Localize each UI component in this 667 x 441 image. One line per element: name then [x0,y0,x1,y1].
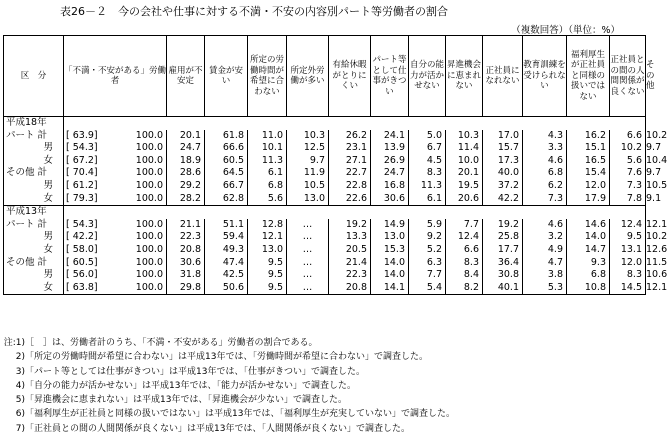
table-cell: 13.9 [371,142,409,155]
table-cell: 11.4 [446,142,483,155]
table-cell: 15.3 [371,244,409,257]
note-line [3,393,455,407]
table-cell: 6.6 [610,130,646,143]
table-row: 男 [ 54.3] 100.0 24.7 66.6 10.1 12.5 23.1 13.9 6.7 11.4 15.7 3.3 15.1 10.2 9.7 [4,142,646,155]
table-row: 男 [ 56.0] 100.0 31.8 42.5 9.5 … 22.3 14.0 7.7 8.4 30.8 3.8 6.8 8.3 10.6 [4,269,646,282]
table-cell: 12.4 [446,231,483,244]
bracket-value: [ 58.0] [64,244,127,257]
note-number: 5) [15,395,25,406]
table-cell: 19.2 [483,219,523,232]
table-cell: 60.5 [205,155,248,168]
header-column: 「不満・不安がある」労働者 [64,36,167,117]
table-cell: 7.3 [523,193,567,206]
table-cell: 3.2 [523,231,567,244]
table-cell: 40.1 [483,282,523,295]
table-cell: 9.2 [409,231,446,244]
bracket-value: [ 54.3] [64,142,127,155]
table-cell: 6.7 [409,142,446,155]
table-cell: 100.0 [127,155,167,168]
table-row: 男 [ 42.2] 100.0 22.3 59.4 12.1 … 13.3 13.0 9.2 12.4 25.8 3.2 14.0 9.5 10.2 [4,231,646,244]
table-cell: 21.4 [329,257,371,270]
table-cell: … [287,219,329,232]
table-cell: 42.5 [205,269,248,282]
row-label: 平成13年 [4,206,64,219]
table-cell: 7.7 [409,269,446,282]
table-title: 表26－２ 今の会社や仕事に対する不満・不安の内容別パート等労働者の割合 [60,5,448,18]
table-cell: 13.3 [329,231,371,244]
table-cell: 10.8 [567,282,610,295]
table-cell: 10.1 [248,142,287,155]
row-label: 男 [4,142,64,155]
table-cell: 20.8 [167,244,205,257]
table-cell: 6.6 [446,244,483,257]
row-label: 女 [4,193,64,206]
row-label: その他 計 [4,257,64,270]
table-cell: 11.0 [248,130,287,143]
table-cell: … [287,244,329,257]
table-cell: 10.2 [610,142,646,155]
table-cell: 26.9 [371,155,409,168]
note-text: 「正社員との間の人間関係が良くない」は平成13年では、「人間関係が良くない」で調査した。 [25,423,410,434]
header-row: 区 分 「不満・不安がある」労働者 雇用が不安定 賃金が安い 所定の労働時間が希望に合わない 所定外労働が多い 有給休暇がとりにくい パート等として仕事がきつい 自分の能力が活かせない 昇進機会に恵まれない 正社員になれない 教育訓練を受けられない 福利厚生が正社員と同様の扱いではない 正社員との間の人間関係が良くない その他 [4,36,646,117]
bracket-value: [ 56.0] [64,269,127,282]
unit-label: （複数回答）（単位：%） [511,25,620,36]
bracket-value: [ 67.2] [64,155,127,168]
table-cell: 4.6 [523,155,567,168]
table-cell: 13.1 [610,244,646,257]
row-label: 男 [4,180,64,193]
table-cell: 7.3 [610,180,646,193]
table-cell: 21.1 [167,219,205,232]
table-cell: 59.4 [205,231,248,244]
header-column: 賃金が安い [205,36,248,117]
section-row [4,206,646,219]
header-column: 雇用が不安定 [167,36,205,117]
note-text: 「福利厚生が正社員と同様の扱いではない」は平成13年では、「福利厚生が充実していない」で調査した。 [25,409,455,420]
table-cell: 100.0 [127,142,167,155]
table-cell: 27.1 [329,155,371,168]
table-cell: … [287,257,329,270]
table-cell: 16.5 [567,155,610,168]
table-cell: 6.1 [248,167,287,180]
table-cell: 13.0 [248,244,287,257]
table-row: 女 [ 63.8] 100.0 29.8 50.6 9.5 … 20.8 14.1 5.4 8.2 40.1 5.3 10.8 14.5 12.1 [4,282,646,295]
table-cell: 4.6 [523,219,567,232]
table-cell: 8.4 [446,269,483,282]
bracket-value: [ 70.4] [64,167,127,180]
table-cell: 8.3 [446,257,483,270]
table-cell: 9.5 [610,231,646,244]
table-cell: 51.1 [205,219,248,232]
table-row: 女 [ 79.3] 100.0 28.2 62.8 5.6 13.0 22.6 30.6 6.1 20.6 42.2 7.3 17.9 7.8 9.1 [4,193,646,206]
bracket-value: [ 42.2] [64,231,127,244]
note-text: 「自分の能力が活かせない」は平成13年では、「能力が活かせない」で調査した。 [25,380,356,391]
header-column: 昇進機会に恵まれない [446,36,483,117]
table-cell: 100.0 [127,180,167,193]
table-cell: 26.2 [329,130,371,143]
table-cell: … [287,231,329,244]
table-cell: 16.2 [567,130,610,143]
row-label: 平成18年 [4,117,64,130]
table-cell: 5.6 [610,155,646,168]
table-cell: 15.7 [483,142,523,155]
note-text: 「パート等としては仕事がきつい」は平成13年では、「仕事がきつい」で調査した。 [25,366,365,377]
table-cell: 10.5 [287,180,329,193]
table-cell: 7.6 [610,167,646,180]
table-cell: 62.8 [205,193,248,206]
section-spacer [64,206,646,219]
note-text: ［ ］は、労働者計のうち、「不満・不安がある」労働者の割合である。 [25,338,318,348]
table-cell: 29.8 [167,282,205,295]
table-cell: 9.5 [248,257,287,270]
table-cell: 4.9 [523,244,567,257]
table-cell: 30.6 [167,257,205,270]
note-line [3,379,455,393]
header-column: 教育訓練を受けられない [523,36,567,117]
table-row: パート 計 [ 63.9] 100.0 20.1 61.8 11.0 10.3 26.2 24.1 5.0 10.3 17.0 4.3 16.2 6.6 10.2 [4,130,646,143]
bracket-value: [ 54.3] [64,219,127,232]
table-cell: 31.8 [167,269,205,282]
table-cell: 4.3 [523,130,567,143]
bracket-value: [ 79.3] [64,193,127,206]
table-body [4,117,667,295]
bracket-value: [ 61.2] [64,180,127,193]
table-cell: 7.7 [446,219,483,232]
table-row: 男 [ 61.2] 100.0 29.2 66.7 6.8 10.5 22.8 16.8 11.3 19.5 37.2 6.2 12.0 7.3 10.5 [4,180,646,193]
table-cell: 19.2 [329,219,371,232]
table-cell: … [287,269,329,282]
table-cell: 17.3 [483,155,523,168]
table-cell: 10.3 [446,130,483,143]
row-label: パート 計 [4,219,64,232]
table-cell: 22.3 [329,269,371,282]
row-label: 女 [4,244,64,257]
table-cell: 22.3 [167,231,205,244]
table-cell: 100.0 [127,130,167,143]
table-cell: 42.2 [483,193,523,206]
table-cell: 5.9 [409,219,446,232]
table-cell: 40.0 [483,167,523,180]
table-cell: 24.1 [371,130,409,143]
header-column: パート等として仕事がきつい [371,36,409,117]
table-cell: 3.3 [523,142,567,155]
table-cell: 8.3 [409,167,446,180]
table-row: その他 計 [ 60.5] 100.0 30.6 47.4 9.5 … 21.4 14.0 6.3 8.3 36.4 4.7 9.3 12.0 11.5 [4,257,646,270]
table-cell: 12.0 [567,180,610,193]
note-number: 2) [15,352,25,363]
table-cell: 25.8 [483,231,523,244]
table-cell: 100.0 [127,193,167,206]
table-cell: 14.0 [567,231,610,244]
table-cell: 6.8 [567,269,610,282]
header-category: 区 分 [4,36,64,117]
table-cell: 28.2 [167,193,205,206]
table-cell: 61.8 [205,130,248,143]
header-column: 福利厚生が正社員と同様の扱いではない [567,36,610,117]
table-cell: 9.3 [567,257,610,270]
table-cell: 10.3 [287,130,329,143]
header-column: 所定外労働が多い [287,36,329,117]
note-number: 3) [15,366,25,377]
table-cell: 16.8 [371,180,409,193]
note-line [3,407,455,421]
section-spacer [64,117,646,130]
data-table [3,35,667,295]
table-cell: 5.2 [409,244,446,257]
table-row: 女 [ 67.2] 100.0 18.9 60.5 11.3 9.7 27.1 26.9 4.5 10.0 17.3 4.6 16.5 5.6 10.4 [4,155,646,168]
table-cell: 29.2 [167,180,205,193]
header-column: 所定の労働時間が希望に合わない [248,36,287,117]
table-cell: 10.0 [446,155,483,168]
table-cell: 20.6 [446,193,483,206]
table-cell: 36.4 [483,257,523,270]
table-cell: 23.1 [329,142,371,155]
note-line [3,422,455,436]
table-cell: 100.0 [127,231,167,244]
table-cell: 8.2 [446,282,483,295]
table-cell: 30.6 [371,193,409,206]
header-column: 正社員になれない [483,36,523,117]
note-number: 7) [15,423,25,434]
row-label: 女 [4,282,64,295]
bracket-value: [ 60.5] [64,257,127,270]
table-cell: 12.0 [610,257,646,270]
table-cell: 100.0 [127,167,167,180]
table-cell: 20.1 [446,167,483,180]
table-cell: 14.0 [371,257,409,270]
row-label: 男 [4,231,64,244]
table-cell: 20.1 [167,130,205,143]
table-cell: 47.4 [205,257,248,270]
table-cell: 9.5 [248,269,287,282]
table-cell: 15.1 [567,142,610,155]
table-cell: 14.7 [567,244,610,257]
table-cell: 6.2 [523,180,567,193]
table-cell: 22.6 [329,193,371,206]
table-cell: 14.5 [610,282,646,295]
row-label: 男 [4,269,64,282]
table-cell: 50.6 [205,282,248,295]
table-cell: 14.0 [371,269,409,282]
table-cell: 66.6 [205,142,248,155]
row-label: 女 [4,155,64,168]
table-cell: 64.5 [205,167,248,180]
header-column: 正社員との間の人間関係が良くない [610,36,646,117]
table-cell: 6.8 [248,180,287,193]
table-row: その他 計 [ 70.4] 100.0 28.6 64.5 6.1 11.9 22.7 24.7 8.3 20.1 40.0 6.8 15.4 7.6 9.7 [4,167,646,180]
table-cell: 8.3 [610,269,646,282]
table-cell: 12.5 [287,142,329,155]
table-cell: 15.4 [567,167,610,180]
header-column: 自分の能力が活かせない [409,36,446,117]
table-cell: 17.9 [567,193,610,206]
note-line [3,350,455,364]
table-cell: 28.6 [167,167,205,180]
table-cell: 7.8 [610,193,646,206]
table-cell: 37.2 [483,180,523,193]
table-cell: 24.7 [167,142,205,155]
table-cell: 9.5 [248,282,287,295]
note-line [3,365,455,379]
table-cell: 20.8 [329,282,371,295]
table-cell: 22.7 [329,167,371,180]
note-text: 「昇進機会に恵まれない」は平成13年では、「昇進機会が少ない」で調査した。 [25,395,347,406]
table-cell: 66.7 [205,180,248,193]
table-cell: 20.5 [329,244,371,257]
table-cell: 5.4 [409,282,446,295]
table-cell: 100.0 [127,244,167,257]
table-cell: 6.1 [409,193,446,206]
note-text: 「所定の労働時間が希望に合わない」は平成13年では、「労働時間が希望に合わない」で調査した。 [25,352,428,363]
table-cell: 100.0 [127,219,167,232]
table-cell: 30.8 [483,269,523,282]
table-cell: 11.3 [248,155,287,168]
bracket-value: [ 63.9] [64,130,127,143]
table-row: パート 計 [ 54.3] 100.0 21.1 51.1 12.8 … 19.2 14.9 5.9 7.7 19.2 4.6 14.6 12.4 12.1 [4,219,646,232]
table-cell: 14.6 [567,219,610,232]
table-cell: 49.3 [205,244,248,257]
table-cell: 12.1 [248,231,287,244]
table-cell: 22.8 [329,180,371,193]
table-cell: 12.8 [248,219,287,232]
table-cell: 12.4 [610,219,646,232]
table-cell: … [287,282,329,295]
table-cell: 100.0 [127,282,167,295]
table-cell: 6.3 [409,257,446,270]
note-number: 4) [15,380,25,391]
table-cell: 5.6 [248,193,287,206]
table-cell: 4.5 [409,155,446,168]
table-cell: 13.0 [371,231,409,244]
table-cell: 18.9 [167,155,205,168]
table-cell: 4.7 [523,257,567,270]
header-column: 有給休暇がとりにくい [329,36,371,117]
table-cell: 9.7 [287,155,329,168]
table-cell: 17.0 [483,130,523,143]
table-row: 女 [ 58.0] 100.0 20.8 49.3 13.0 … 20.5 15.3 5.2 6.6 17.7 4.9 14.7 13.1 12.6 [4,244,646,257]
note-number: 注:1) [3,338,25,348]
note-line [3,336,455,350]
table-cell: 14.9 [371,219,409,232]
notes [3,336,455,436]
table-cell: 5.3 [523,282,567,295]
table-cell: 5.0 [409,130,446,143]
table-cell: 24.7 [371,167,409,180]
table-cell: 100.0 [127,257,167,270]
table-cell: 100.0 [127,269,167,282]
table-cell: 11.9 [287,167,329,180]
row-label: その他 計 [4,167,64,180]
table-cell: 11.3 [409,180,446,193]
note-number: 6) [15,409,25,420]
bracket-value: [ 63.8] [64,282,127,295]
table-cell: 19.5 [446,180,483,193]
table-cell: 13.0 [287,193,329,206]
table-cell: 6.8 [523,167,567,180]
table-cell: 17.7 [483,244,523,257]
row-label: パート 計 [4,130,64,143]
table-cell: 3.8 [523,269,567,282]
table-cell: 14.1 [371,282,409,295]
section-row [4,117,646,130]
